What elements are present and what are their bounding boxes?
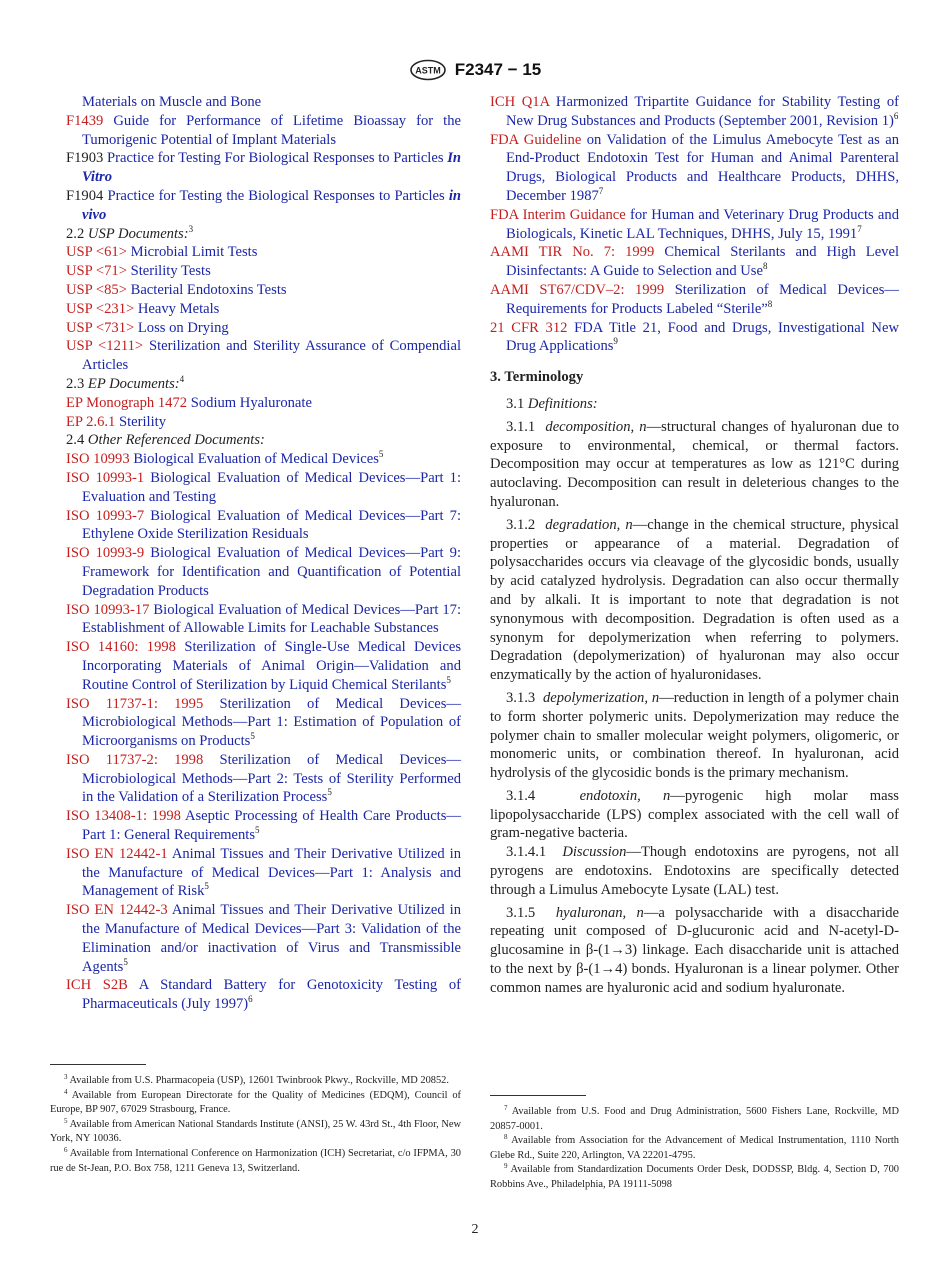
reference-title[interactable]: on Validation of the Limulus Amebocyte Test as an End-Product Endotoxin Test for Human and Animal Parenteral Drugs, Biological Products and Healthcare Products, DHHS, December 1987: [506, 131, 899, 204]
designation: F2347 − 15: [454, 60, 542, 79]
footnote-text: Available from European Directorate for the Quality of Medicines (EDQM), Council of Europe, BP 907, 67029 Strasbourg, France.: [50, 1089, 462, 1116]
reference-entry: [66, 695, 461, 751]
reference-title-emphasis[interactable]: In Vitro: [82, 150, 461, 186]
reference-title[interactable]: Practice for Testing For Biological Responses to Particles: [107, 150, 444, 167]
reference-title[interactable]: Biological Evaluation of Medical Devices—Part 17: Establishment of Allowable Limits for Leachable Substances: [82, 601, 462, 637]
reference-title[interactable]: Animal Tissues and Their Derivative Utilized in the Manufacture of Medical Devices—Part 3: Validation of the Elimination and/or inactivation of Virus and Transmissible Agents: [82, 902, 461, 975]
other-docs-heading: 2.4 Other Referenced Documents:: [66, 432, 265, 449]
footnote-marker: 5: [378, 449, 384, 460]
definition-paragraph: [490, 689, 899, 783]
reference-title[interactable]: Biological Evaluation of Medical Devices—Part 7: Ethylene Oxide Sterilization Residuals: [82, 507, 461, 543]
footnote-marker: 5: [446, 674, 451, 685]
reference-title[interactable]: Loss on Drying: [137, 319, 229, 336]
reference-title[interactable]: Sterilization of Medical Devices—Microbiological Methods—Part 1: Estimation of Population of Microorganisms on Products: [82, 695, 462, 750]
footnote-text: Available from U.S. Food and Drug Administration, 5600 Fishers Lane, Rockville, MD 20857-0001.: [490, 1106, 899, 1132]
footnote-marker: 5: [204, 881, 209, 892]
reference-title[interactable]: Practice for Testing the Biological Responses to Particles: [107, 187, 445, 204]
reference-code[interactable]: ISO 10993-9: [66, 545, 145, 562]
reference-title[interactable]: Harmonized Tripartite Guidance for Stability Testing of New Drug Substances and Products (September 2001, Revision 1): [506, 94, 900, 129]
footnote-number: 6: [64, 1145, 68, 1154]
reference-code[interactable]: USP <1211>: [66, 338, 144, 355]
reference-code[interactable]: AAMI ST67/CDV–2: 1999: [490, 281, 665, 298]
definition-number: 3.1.5: [506, 904, 536, 921]
definition-term: decomposition, n: [545, 418, 647, 435]
reference-entry: [490, 243, 899, 281]
footnote: [50, 1147, 461, 1176]
reference-entry: [66, 469, 461, 507]
reference-entry: [66, 413, 461, 432]
definition-number: 3.1.1: [506, 418, 536, 435]
definition-paragraph: [490, 843, 899, 899]
footnote-marker: 8: [762, 261, 768, 272]
reference-code[interactable]: ICH S2B: [66, 977, 128, 994]
reference-title[interactable]: Sodium Hyaluronate: [190, 394, 312, 411]
reference-entry: [66, 507, 461, 545]
reference-title[interactable]: Bacterial Endotoxins Tests: [130, 281, 287, 298]
reference-code[interactable]: ISO 10993-7: [66, 507, 145, 524]
footnote: [490, 1163, 899, 1192]
definition-number: 3.1.4: [506, 787, 536, 804]
reference-code[interactable]: USP <61>: [66, 244, 127, 261]
reference-entry: [66, 544, 461, 600]
definition-text: —change in the chemical structure, physical properties or appearance of a material. Degradation of polysaccharides occurs via cleavage of the glycosidic bonds, usually by acid catalyzed hydrolysis. Degradation can also occur thermally and by alkali. It is important to note that degradation is not synonymous with decomposition. Degradation is often used as a synonym for depolymerization when referring to polymers. Degradation (depolymerization) of hyaluronan may also occur enzymatically by the action of hyaluronidases.: [490, 516, 899, 684]
footnote-number: 7: [504, 1104, 508, 1112]
definition-term: endotoxin, n: [579, 787, 671, 804]
footnote-marker: 9: [613, 336, 618, 347]
footnote-number: 3: [64, 1073, 68, 1081]
reference-code[interactable]: FDA Guideline: [490, 131, 582, 148]
reference-title[interactable]: for Human and Veterinary Drug Products and Biologicals, Kinetic LAL Techniques, DHHS, July 15, 1991: [506, 206, 899, 242]
reference-title[interactable]: FDA Title 21, Food and Drugs, Investigational New Drug Applications: [506, 319, 899, 355]
reference-entry: [66, 281, 461, 300]
reference-entry: [490, 319, 899, 357]
footnote-marker: 5: [255, 825, 260, 836]
reference-entry: [66, 845, 461, 901]
footnote: [50, 1089, 461, 1118]
page-number: 2: [471, 1222, 479, 1237]
footnote: [490, 1105, 899, 1134]
reference-code[interactable]: ISO 13408-1: 1998: [66, 808, 181, 825]
ep-heading: 2.3 EP Documents:$^4$: [66, 373, 185, 392]
reference-entry: [66, 262, 461, 281]
reference-entry: [490, 281, 899, 319]
reference-code[interactable]: 21 CFR 312: [490, 319, 568, 336]
reference-title[interactable]: Sterility Tests: [130, 263, 211, 280]
footnote-marker: 5: [123, 956, 128, 967]
reference-code[interactable]: USP <85>: [66, 281, 127, 298]
definition-text: —a polysaccharide with a disaccharide repeating unit composed of D-glucuronic acid and N-acetyl-D-glucosamine in β-(1→3) linkage. Each disaccharide unit is attached to the next by β-(1→4) bonds. Hyaluronan is a linear polymer. Other common names are hyaluronic acid and sodium hyaluronate.: [490, 904, 900, 996]
footnote-rule-right: [490, 1095, 586, 1096]
reference-entry: [66, 187, 461, 225]
reference-title[interactable]: Heavy Metals: [137, 300, 220, 317]
reference-entry: [66, 394, 461, 413]
reference-code[interactable]: ISO 14160: 1998: [66, 639, 176, 656]
reference-title[interactable]: Sterility: [118, 413, 167, 430]
reference-entry: [490, 206, 899, 244]
definition-term: degradation, n: [545, 516, 633, 533]
astm-logo-icon: [409, 59, 447, 81]
definition-text: —structural changes of hyaluronan due to exposure to environmental, chemical, or thermal factors. Decomposition may occur at temperatures as low as 121°C during autoclaving. Decomposition can result in deleterious changes to the hyaluronan.: [490, 418, 899, 510]
reference-code[interactable]: F1904: [66, 187, 104, 204]
reference-title[interactable]: Microbial Limit Tests: [130, 244, 258, 261]
footnote-text: Available from American National Standards Institute (ANSI), 25 W. 43rd St., 4th Floor, New York, NY 10036.: [50, 1118, 461, 1145]
definition-number: 3.1.2: [506, 516, 536, 533]
reference-entry: [66, 450, 461, 469]
reference-code[interactable]: ICH Q1A: [490, 94, 550, 110]
definition-term: hyaluronan, n: [555, 904, 644, 921]
definition-term: depolymerization, n: [543, 689, 660, 706]
reference-title[interactable]: Sterilization and Sterility Assurance of Compendial Articles: [82, 338, 461, 374]
logo-text: ASTM: [415, 65, 441, 76]
reference-code[interactable]: ISO 11737-1: 1995: [66, 695, 204, 712]
reference-entry: [66, 319, 461, 338]
reference-title[interactable]: Sterilization of Medical Devices—Microbiological Methods—Part 2: Tests of Sterility Performed in the Validation of a Sterilization Process: [82, 751, 462, 806]
reference-code[interactable]: USP <71>: [66, 263, 127, 280]
reference-code[interactable]: ISO EN 12442-3: [66, 902, 168, 919]
footnote-rule-left: [50, 1064, 146, 1065]
footnote-number: 5: [64, 1116, 68, 1125]
footnote-number: 4: [64, 1087, 68, 1096]
footnote-number: 8: [504, 1133, 508, 1142]
reference-code[interactable]: ISO 11737-2: 1998: [66, 751, 204, 768]
reference-code[interactable]: AAMI TIR No. 7: 1999: [490, 244, 655, 261]
footnote-marker: 6: [248, 994, 253, 1005]
footnote-marker: 5: [327, 787, 332, 798]
footnote-marker: 5: [250, 731, 255, 742]
reference-entry: [66, 976, 461, 1014]
right-column: [490, 93, 899, 998]
footnote-marker: 6: [893, 110, 899, 121]
reference-entry: [66, 337, 461, 375]
reference-code[interactable]: EP 2.6.1: [66, 413, 116, 430]
reference-title[interactable]: Sterilization of Single-Use Medical Devices Incorporating Materials of Animal Origin—Validation and Routine Control of Sterilization by Liquid Chemical Sterilants: [82, 639, 461, 693]
definition-text: —Though endotoxins are pyrogens, not all pyrogens are endotoxins. Endotoxins are specifically detected through a Limulus Amebocyte Lysate (LAL) test.: [490, 844, 900, 898]
reference-code[interactable]: USP <731>: [66, 319, 135, 336]
reference-code[interactable]: ISO 10993-1: [66, 469, 145, 486]
reference-entry: [66, 807, 461, 845]
reference-entry: [66, 93, 461, 112]
footnote-text: Available from International Conference on Harmonization (ICH) Secretariat, c/o IFPMA, 30 rue de St-Jean, P.O. Box 758, 1211 Geneva 13, Switzerland.: [50, 1147, 461, 1174]
reference-code[interactable]: F1439: [66, 112, 104, 129]
reference-title[interactable]: Materials on Muscle and Bone: [82, 94, 262, 110]
reference-title[interactable]: A Standard Battery for Genotoxicity Testing of Pharmaceuticals (July 1997): [82, 977, 461, 1013]
reference-title[interactable]: Biological Evaluation of Medical Devices—Part 9: Framework for Identification and Quantification of Potential Degradation Products: [82, 545, 461, 599]
definition-text: —pyrogenic high molar mass lipopolysaccharide (LPS) complex associated with the cell wall of gram-negative bacteria.: [490, 787, 899, 842]
footnote-marker: 7: [857, 223, 862, 234]
definition-number: 3.1.3: [506, 689, 536, 706]
reference-title[interactable]: Guide for Performance of Lifetime Bioassay for the Tumorigenic Potential of Implant Materials: [82, 112, 461, 148]
reference-title[interactable]: Aseptic Processing of Health Care Products—Part 1: General Requirements: [82, 808, 461, 844]
footnote-marker: 8: [767, 298, 773, 309]
reference-code[interactable]: FDA Interim Guidance: [490, 206, 626, 223]
reference-entry: [66, 901, 461, 976]
page-header: [0, 57, 950, 83]
footnotes-right: [490, 1105, 899, 1193]
reference-code[interactable]: USP <231>: [66, 300, 135, 317]
left-column: [66, 93, 461, 1014]
reference-title[interactable]: Sterilization of Medical Devices—Requirements for Products Labeled “Sterile”: [506, 281, 900, 317]
definition-number: 3.1.4.1: [506, 844, 547, 861]
reference-code[interactable]: ISO EN 12442-1: [66, 845, 168, 862]
reference-entry: [66, 601, 461, 639]
definition-term: Discussion: [562, 844, 627, 861]
definitions-heading: 3.1 Definitions:: [506, 395, 598, 412]
footnotes-left: [50, 1074, 461, 1176]
definition-text: —reduction in length of a polymer chain to form shorter polymeric units. Depolymerization may reduce the polymer chain to smaller molecular weight polymers, oligomeric, or monomeric units, or combination thereof. In hyaluronan, acid hydrolysis of the glycosidic bonds is the primary mechanism.: [490, 689, 900, 782]
reference-title[interactable]: Animal Tissues and Their Derivative Utilized in the Manufacture of Medical Devices—Part 1: Analysis and Management of Risk: [82, 845, 461, 900]
reference-entry: [66, 751, 461, 807]
definition-paragraph: [490, 418, 899, 512]
reference-title[interactable]: Biological Evaluation of Medical Devices—Part 1: Evaluation and Testing: [82, 469, 461, 505]
terminology-heading: 3. Terminology: [490, 369, 584, 386]
footnote-marker: 7: [598, 185, 604, 196]
reference-entry: [66, 300, 461, 319]
footnote-text: Available from Standardization Documents Order Desk, DODSSP, Bldg. 4, Section D, 700 Robbins Ave., Philadelphia, PA 19111-5098: [490, 1164, 899, 1190]
reference-code[interactable]: ISO 10993: [66, 451, 130, 468]
footnote-text: Available from Association for the Advancement of Medical Instrumentation, 1110 North Glebe Rd., Suite 220, Arlington, VA 22201-4795.: [490, 1135, 899, 1161]
reference-title[interactable]: Chemical Sterilants and High Level Disinfectants: A Guide to Selection and Use: [506, 244, 899, 280]
reference-title[interactable]: Biological Evaluation of Medical Devices: [133, 451, 379, 468]
reference-entry: [66, 149, 461, 187]
definition-paragraph: [490, 904, 899, 998]
footnote-number: 9: [504, 1162, 508, 1171]
footnote-text: Available from U.S. Pharmacopeia (USP), 12601 Twinbrook Pkwy., Rockville, MD 20852.: [69, 1075, 449, 1086]
reference-code[interactable]: EP Monograph 1472: [66, 394, 188, 411]
reference-code[interactable]: F1903: [66, 150, 104, 167]
reference-title-emphasis[interactable]: in vivo: [82, 187, 462, 223]
footnote: [50, 1074, 461, 1089]
reference-code[interactable]: ISO 10993-17: [66, 601, 150, 618]
reference-entry: [66, 112, 461, 150]
usp-heading: 2.2 USP Documents:$^3$: [66, 223, 194, 242]
footnote: [490, 1134, 899, 1163]
definition-paragraph: [490, 516, 899, 685]
reference-entry: [66, 243, 461, 262]
reference-entry: [490, 93, 899, 131]
reference-entry: [66, 638, 461, 694]
definition-paragraph: [490, 787, 899, 843]
footnote: [50, 1118, 461, 1147]
reference-entry: [490, 131, 899, 206]
